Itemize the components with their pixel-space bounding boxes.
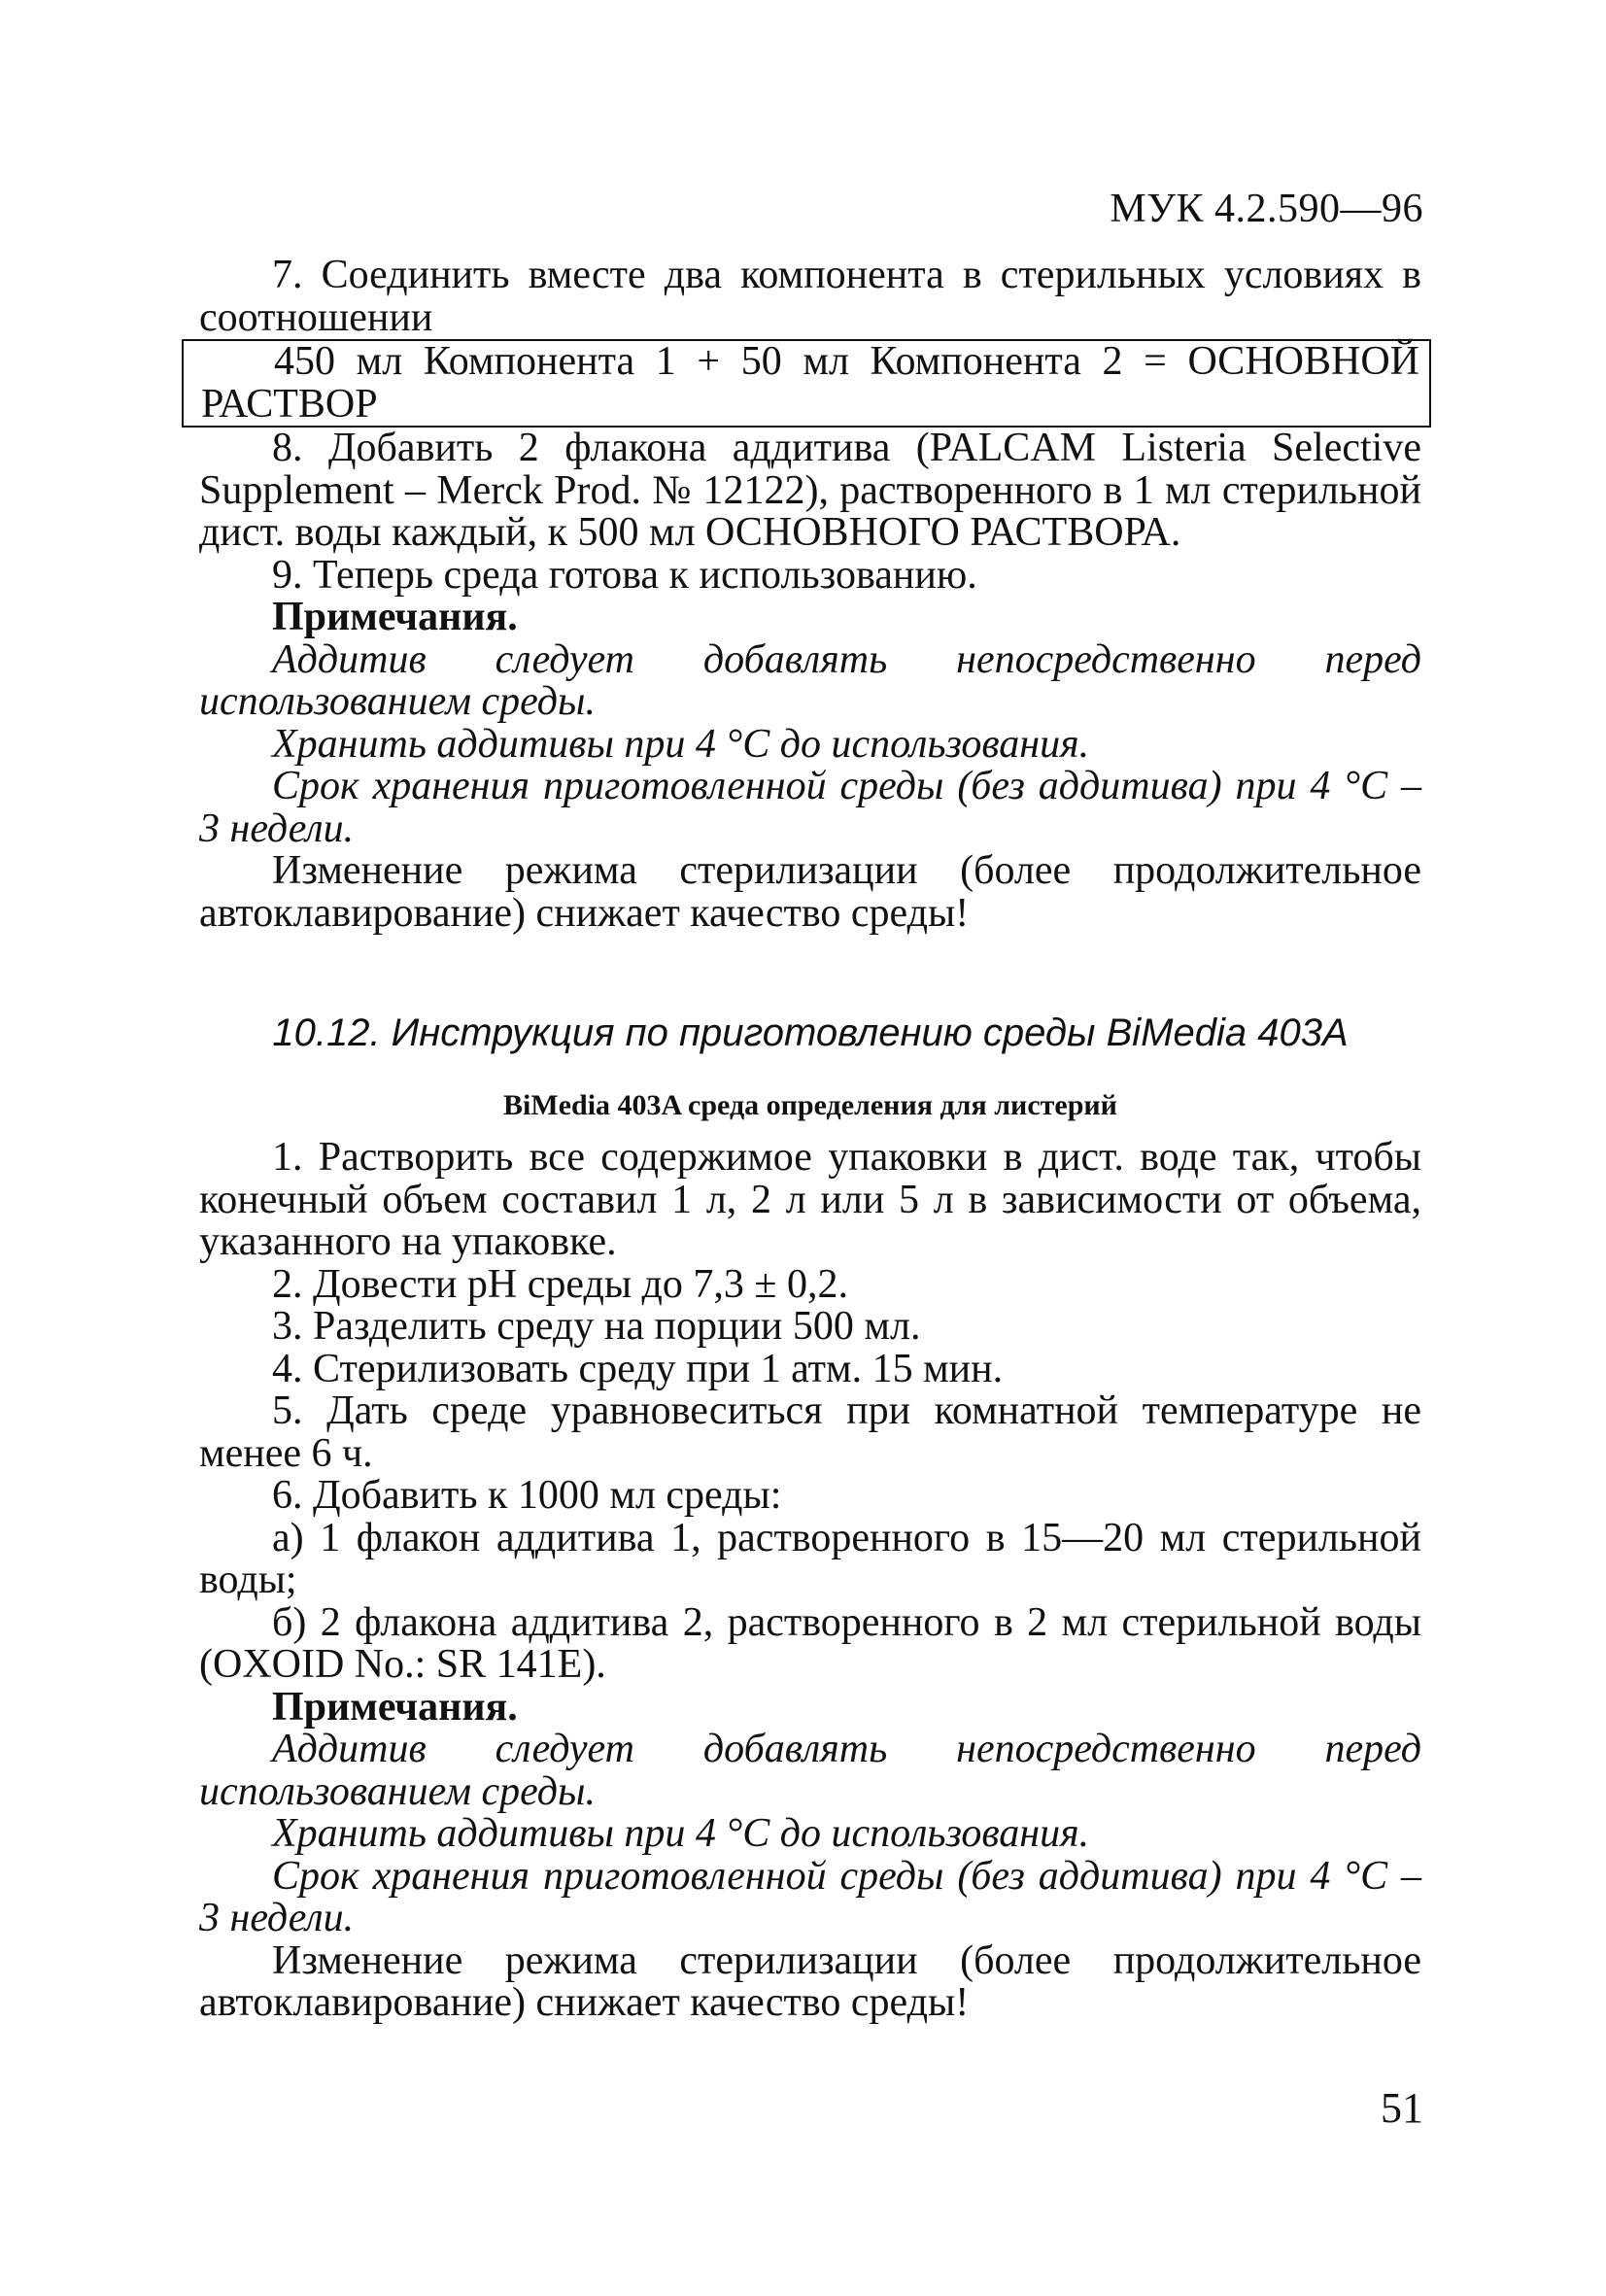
- step-6a: а) 1 флакон аддитива 1, растворенного в 15—20 мл стерильной воды;: [199, 1515, 1421, 1602]
- note-shelf-life: Срок хранения приготовленной среды (без аддитива) при 4 °С – 3 недели.: [199, 764, 1421, 851]
- step-6: 6. Добавить к 1000 мл среды:: [272, 1473, 782, 1518]
- step-6b: б) 2 флакона аддитива 2, растворенного в 2 мл стерильной воды (OXOID No.: SR 141E).: [199, 1599, 1421, 1687]
- step-9: 9. Теперь среда готова к использованию.: [272, 552, 977, 598]
- section-title: 10.12. Инструкция по приготовлению среды BiMedia 403A: [272, 1011, 1349, 1054]
- step-2: 2. Довести pH среды до 7,3 ± 0,2.: [272, 1261, 848, 1307]
- page-number: 51: [1381, 2084, 1423, 2132]
- note-shelf-life: Срок хранения приготовленной среды (без аддитива) при 4 °С – 3 недели.: [199, 1853, 1421, 1940]
- step-3: 3. Разделить среду на порции 500 мл.: [272, 1304, 921, 1349]
- notes-title: Примечания.: [272, 595, 518, 639]
- note-additive: Аддитив следует добавлять непосредственно перед использованием среды.: [199, 636, 1421, 724]
- note-storage: Хранить аддитивы при 4 °С до использования.: [272, 721, 1090, 767]
- step-7: 7. Соединить вместе два компонента в стерильных условиях в соотношении: [199, 253, 1421, 340]
- step-5: 5. Дать среде уравновеситься при комнатной температуре не менее 6 ч.: [199, 1388, 1421, 1476]
- note-storage: Хранить аддитивы при 4 °С до использования.: [272, 1811, 1090, 1856]
- instructions-part-1: [199, 255, 1421, 935]
- instructions-part-2: [199, 1137, 1421, 2025]
- section-subtitle: BiMedia 403A среда определения для листерий: [503, 1089, 1117, 1121]
- sterilization-warning: Изменение режима стерилизации (более продолжительное автоклавирование) снижает качество среды!: [199, 1937, 1421, 2025]
- note-additive: Аддитив следует добавлять непосредственно перед использованием среды.: [199, 1727, 1421, 1814]
- notes-title: Примечания.: [272, 1684, 518, 1730]
- boxed-formula: 450 мл Компонента 1 + 50 мл Компонента 2 = ОСНОВНОЙ РАСТВОР: [182, 339, 1431, 428]
- document-code-header: МУК 4.2.590—96: [1110, 187, 1423, 231]
- step-1: 1. Растворить все содержимое упаковки в дист. воде так, чтобы конечный объем составил 1 л, 2 л или 5 л в зависимости от объема, указанного на упаковке.: [199, 1135, 1421, 1264]
- step-8: 8. Добавить 2 флакона аддитива (PALCAM Listeria Selective Supplement – Merck Prod. № 12122), растворенного в 1 мл стерильной дист. воды каждый, к 500 мл ОСНОВНОГО РАСТВОРА.: [199, 426, 1421, 555]
- sterilization-warning: Изменение режима стерилизации (более продолжительное автоклавирование) снижает качество среды!: [199, 848, 1421, 936]
- step-4: 4. Стерилизовать среду при 1 атм. 15 мин.: [272, 1346, 1004, 1391]
